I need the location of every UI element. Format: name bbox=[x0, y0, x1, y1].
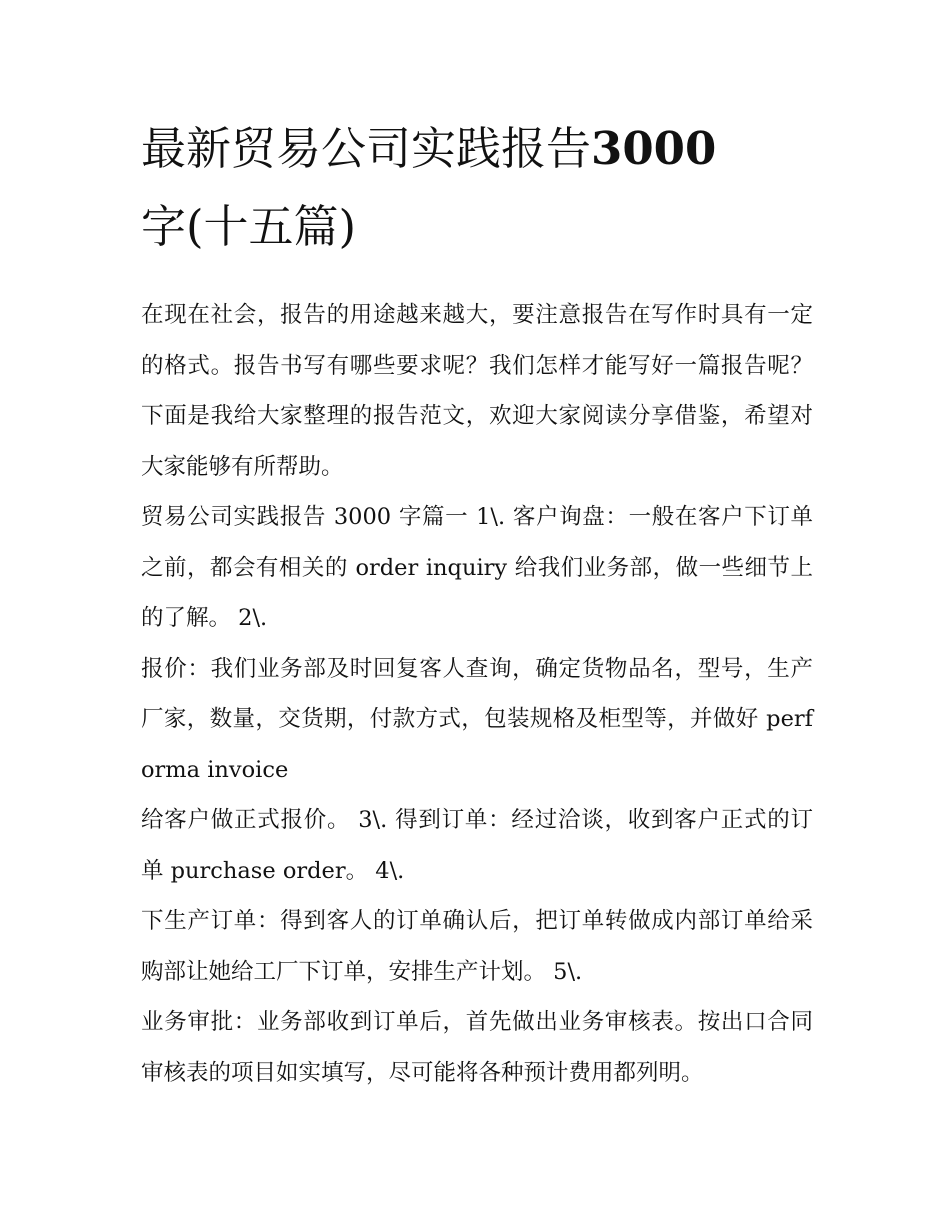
document-body bbox=[141, 110, 813, 1098]
intro-paragraph: 在现在社会，报告的用途越来越大，要注意报告在写作时具有一定的格式。报告书写有哪些要求呢？我们怎样才能写好一篇报告呢？下面是我给大家整理的报告范文，欢迎大家阅读分享借鉴，希望对大家能够有所帮助。 bbox=[141, 302, 813, 480]
paragraph-customer-inquiry: 贸易公司实践报告 3000 字篇一 1\. 客户询盘：一般在客户下订单之前，都会有相关的 order inquiry 给我们业务部，做一些细节上的了解。 2\. bbox=[141, 504, 813, 631]
title-text-part1: 最新贸易公司实践报告 bbox=[141, 122, 592, 175]
paragraph-production-order: 下生产订单：得到客人的订单确认后，把订单转做成内部订单给采购部让她给工厂下订单，安排生产计划。 5\. bbox=[141, 908, 813, 985]
paragraph-business-approval: 业务审批：业务部收到订单后，首先做出业务审核表。按出口合同审核表的项目如实填写，尽可能将各种预计费用都列明。 bbox=[141, 1009, 813, 1086]
title-number: 3000 bbox=[591, 122, 717, 175]
title-text-part2: 字(十五篇) bbox=[141, 200, 357, 253]
paragraph-get-order: 给客户做正式报价。 3\. 得到订单：经过洽谈，收到客户正式的订单 purchase order。 4\. bbox=[141, 807, 813, 884]
document-title bbox=[141, 110, 813, 266]
paragraph-quotation: 报价：我们业务部及时回复客人查询，确定货物品名，型号，生产厂家，数量，交货期，付款方式，包装规格及柜型等，并做好 performa invoice bbox=[141, 655, 813, 783]
